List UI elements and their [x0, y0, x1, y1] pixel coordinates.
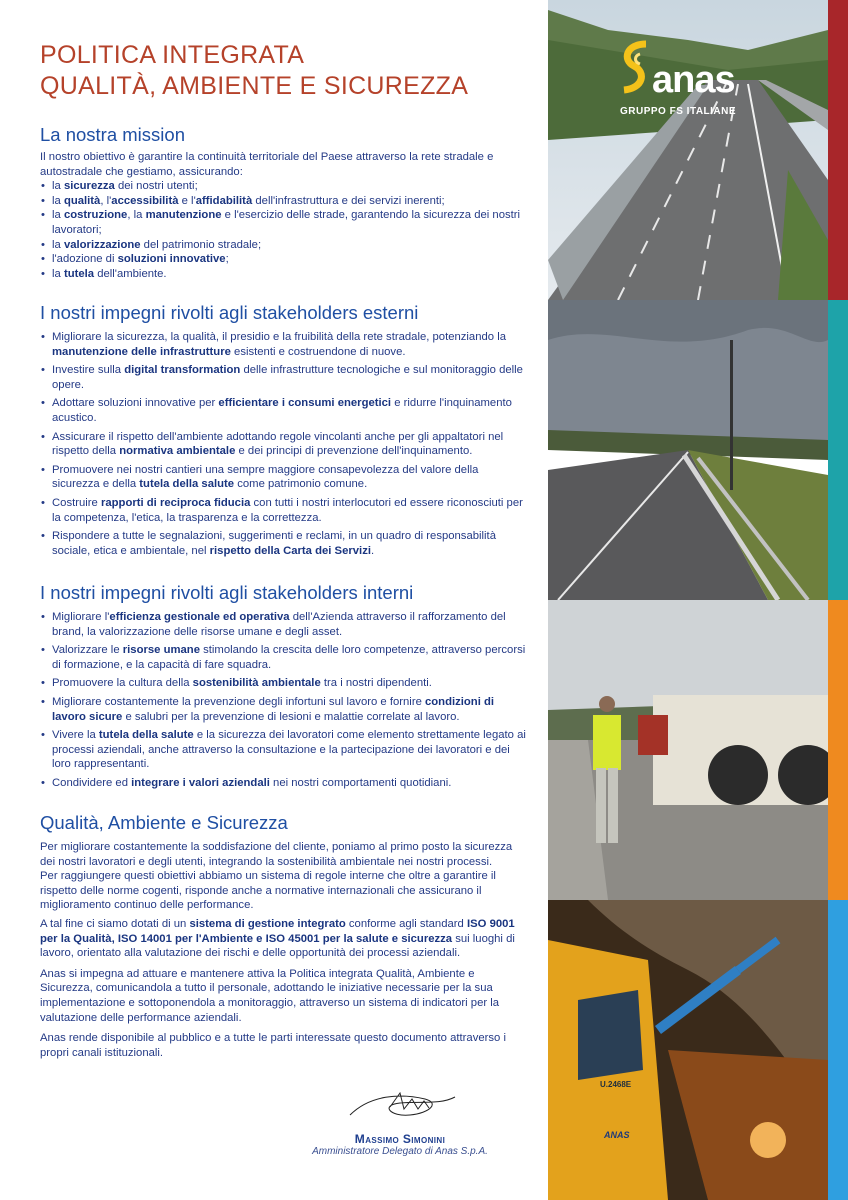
tunnel-photo [548, 900, 828, 1200]
list-item: • Promuovere nei nostri cantieri una sempre maggiore consapevolezza del valore della sicurezza e della tutela della salute come patrimonio comune. [40, 463, 528, 492]
qas-heading: Qualità, Ambiente e Sicurezza [40, 812, 288, 833]
list-item: • Migliorare costantemente la prevenzione degli infortuni sul lavoro e fornire condizioni di lavoro sicure e salubri per la prevenzione di lesioni e malattie correlate al lavoro. [40, 695, 528, 724]
list-item: • Promuovere la cultura della sostenibilità ambientale tra i nostri dipendenti. [40, 676, 528, 691]
external-section [40, 302, 528, 562]
mission-heading: La nostra mission [40, 124, 185, 145]
qas-section [40, 812, 528, 1060]
list-item: • Rispondere a tutte le segnalazioni, suggerimenti e reclami, in un quadro di responsabilità sociale, etica e ambientale, nel rispetto della Carta dei Servizi. [40, 529, 528, 558]
qas-paragraph-3: A tal fine ci siamo dotati di un sistema di gestione integrato conforme agli standard ISO 9001 per la Qualità, ISO 14001 per l'Ambiente e ISO 45001 per la salute e sicurezza sui luoghi di lavoro, orientato alla valutazione dei rischi e delle opportunità dei processi aziendali. [40, 917, 515, 960]
signature-scribble [330, 1085, 470, 1127]
list-item: • Migliorare la sicurezza, la qualità, il presidio e la fruibilità della rete stradale, potenziando la manutenzione delle infrastrutture esistenti e costruendone di nuove. [40, 330, 528, 359]
color-bar-blue [828, 900, 848, 1200]
list-item: • l'adozione di soluzioni innovative; [40, 252, 528, 267]
signatory-role: Amministratore Delegato di Anas S.p.A. [312, 1146, 488, 1157]
list-item: • Costruire rapporti di reciproca fiducia con tutti i nostri interlocutori ed essere riconosciuti per la competenza, l'etica, la trasparenza e la correttezza. [40, 496, 528, 525]
external-heading: I nostri impegni rivolti agli stakeholders esterni [40, 302, 419, 323]
list-item: • la valorizzazione del patrimonio stradale; [40, 238, 528, 253]
color-bar-red [828, 0, 848, 300]
signatory-name: Massimo Simonini [354, 1132, 446, 1146]
color-bar-orange [828, 600, 848, 900]
anas-logo-wordmark: anas [652, 59, 735, 101]
internal-heading: I nostri impegni rivolti agli stakeholders interni [40, 582, 414, 603]
qas-paragraph-5: Anas rende disponibile al pubblico e a tutte le parti interessate questo documento attraverso i propri canali istituzionali. [40, 1032, 506, 1059]
list-item: • Condividere ed integrare i valori aziendali nei nostri comportamenti quotidiani. [40, 776, 528, 791]
list-item: • la costruzione, la manutenzione e l'esercizio delle strade, garantendo la sicurezza dei nostri lavoratori; [40, 208, 528, 237]
list-item: • la tutela dell'ambiente. [40, 267, 528, 282]
signature-block [300, 1085, 500, 1157]
roadworks-photo [548, 600, 828, 900]
list-item: • Investire sulla digital transformation delle infrastrutture tecnologiche e sul monitoraggio delle opere. [40, 363, 528, 392]
list-item: • Assicurare il rispetto dell'ambiente adottando regole vincolanti anche per gli appaltatori nel rispetto della normativa ambientale e dei principi di prevenzione dell'inquinamento. [40, 430, 528, 459]
highway-photo [548, 0, 828, 300]
external-list [40, 330, 528, 558]
truck-brand-label: ANAS [604, 1130, 630, 1140]
mission-intro: Il nostro obiettivo è garantire la continuità territoriale del Paese attraverso la rete stradale e autostradale che gestiamo, assicurando: [40, 151, 494, 178]
color-bar-teal [828, 300, 848, 600]
list-item: • Vivere la tutela della salute e la sicurezza dei lavoratori come elemento strettamente legato ai processi aziendali, anche attraverso la consultazione e la partecipazione dei lavoratori e dei loro rappresentanti. [40, 728, 528, 772]
truck-number-label: U.2468E [600, 1080, 632, 1089]
anas-logo-tagline: GRUPPO FS ITALIANE [620, 106, 737, 117]
list-item: • Valorizzare le risorse umane stimolando la crescita delle loro competenze, attraverso percorsi di formazione, e la capacità di fare squadra. [40, 643, 528, 672]
qas-paragraph-4: Anas si impegna ad attuare e mantenere attiva la Politica integrata Qualità, Ambiente e Sicurezza, comunicandola a tutto il personale, adottando le iniziative necessarie per la sua implementazione e sottoponendola a monitoraggio, attraverso un sistema di indicatori per la valutazione delle performance aziendali. [40, 967, 500, 1024]
qas-paragraph-2: Per raggiungere questi obiettivi abbiamo un sistema di regole interne che oltre a garantire il rispetto delle norme cogenti, risponde anche a normative internazionali che assicurano il miglioramento continuo delle performance. [40, 870, 496, 912]
mission-section [40, 124, 528, 281]
anas-logo [616, 40, 816, 120]
roadside-photo [548, 300, 828, 600]
mission-list [40, 179, 528, 281]
list-item: • la qualità, l'accessibilità e l'affidabilità dell'infrastruttura e dei servizi inerenti; [40, 194, 528, 209]
anas-logo-icon [616, 40, 656, 100]
list-item: • Migliorare l'efficienza gestionale ed operativa dell'Azienda attraverso il rafforzamento del brand, la valorizzazione delle risorse umane e degli asset. [40, 610, 528, 639]
page-title: POLITICA INTEGRATA QUALITÀ, AMBIENTE E SICUREZZA [40, 41, 469, 100]
list-item: • Adottare soluzioni innovative per efficientare i consumi energetici e ridurre l'inquinamento acustico. [40, 396, 528, 425]
internal-section [40, 582, 528, 795]
list-item: • la sicurezza dei nostri utenti; [40, 179, 528, 194]
internal-list [40, 610, 528, 791]
qas-paragraph-1: Per migliorare costantemente la soddisfazione del cliente, poniamo al primo posto la sicurezza dei nostri lavoratori e degli utenti, integrando la sostenibilità ambientale nei nostri processi. [40, 841, 513, 868]
